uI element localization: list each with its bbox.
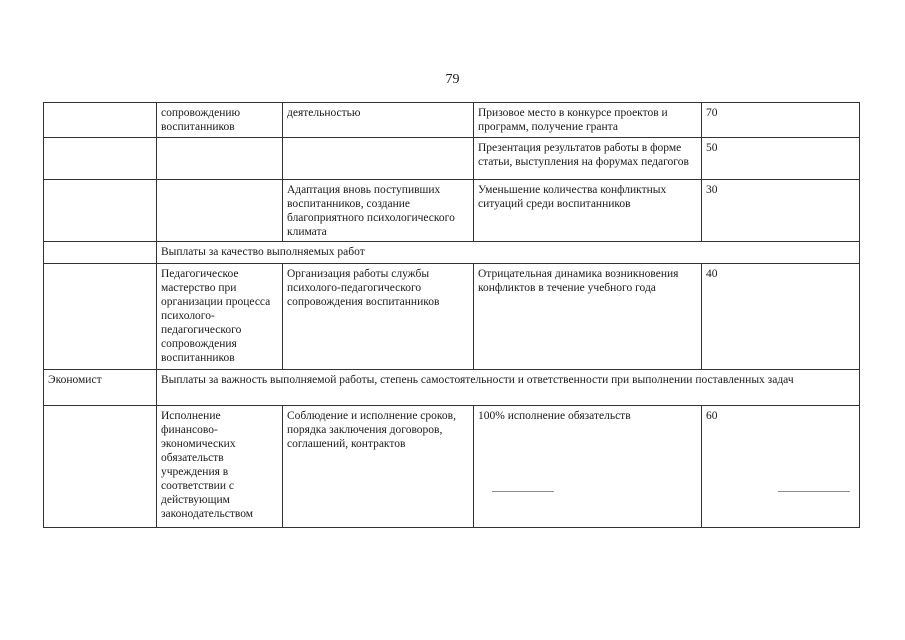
scan-mark	[778, 491, 850, 492]
points-cell: 40	[702, 264, 860, 370]
criterion-cell: сопровождению воспитанников	[157, 103, 283, 138]
activity-cell: Организация работы службы психолого-педагогического сопровождения воспитанников	[283, 264, 474, 370]
table-row	[44, 406, 860, 528]
position-cell-empty	[44, 180, 157, 242]
points-cell: 50	[702, 138, 860, 180]
activity-cell: Адаптация вновь поступивших воспитанников, создание благоприятного психологического климата	[283, 180, 474, 242]
payments-table	[43, 102, 860, 528]
section-header-importance: Выплаты за важность выполняемой работы, степень самостоятельности и ответственности при выполнении поставленных задач	[157, 370, 860, 406]
indicator-cell: Презентация результатов работы в форме статьи, выступления на форумах педагогов	[474, 138, 702, 180]
indicator-cell	[474, 406, 702, 528]
table-row	[44, 103, 860, 138]
position-cell-empty	[44, 264, 157, 370]
position-cell-empty	[44, 242, 157, 264]
points-cell	[702, 406, 860, 528]
page-number: 79	[445, 72, 460, 87]
position-cell-empty	[44, 103, 157, 138]
criterion-cell-empty	[157, 180, 283, 242]
criterion-cell: Исполнение финансово-экономических обязательств учреждения в соответствии с действующим законодательством	[157, 406, 283, 528]
activity-cell: Соблюдение и исполнение сроков, порядка заключения договоров, соглашений, контрактов	[283, 406, 474, 528]
indicator-cell: Уменьшение количества конфликтных ситуаций среди воспитанников	[474, 180, 702, 242]
table-row	[44, 242, 860, 264]
criterion-cell: Педагогическое мастерство при организации процесса психолого-педагогического сопровождения воспитанников	[157, 264, 283, 370]
position-cell: Экономист	[44, 370, 157, 406]
activity-cell-empty	[283, 138, 474, 180]
points-cell: 30	[702, 180, 860, 242]
activity-cell: деятельностью	[283, 103, 474, 138]
criterion-cell-empty	[157, 138, 283, 180]
points-cell: 70	[702, 103, 860, 138]
points-text: 60	[706, 410, 718, 422]
indicator-cell: Отрицательная динамика возникновения конфликтов в течение учебного года	[474, 264, 702, 370]
indicator-cell: Призовое место в конкурсе проектов и программ, получение гранта	[474, 103, 702, 138]
table-row	[44, 264, 860, 370]
position-cell-empty	[44, 406, 157, 528]
section-header-quality: Выплаты за качество выполняемых работ	[157, 242, 860, 264]
table-row	[44, 180, 860, 242]
scan-mark	[492, 491, 554, 492]
indicator-text: 100% исполнение обязательств	[478, 410, 631, 422]
position-cell-empty	[44, 138, 157, 180]
table-row	[44, 370, 860, 406]
table-row	[44, 138, 860, 180]
